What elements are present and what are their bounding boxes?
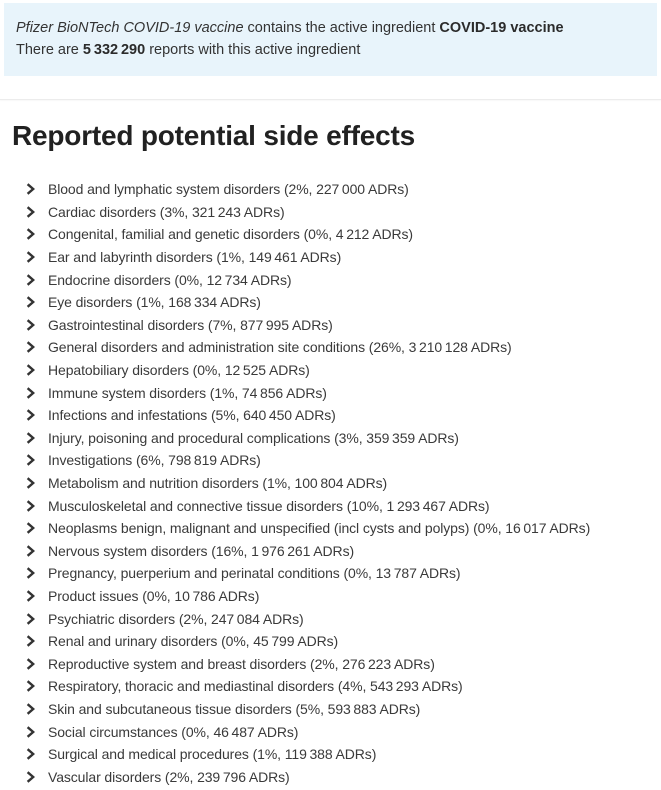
side-effect-label: Injury, poisoning and procedural complications (3%, 359 359 ADRs)	[48, 429, 459, 446]
side-effect-label: Respiratory, thoracic and mediastinal disorders (4%, 543 293 ADRs)	[48, 678, 463, 695]
active-ingredient-banner	[4, 3, 657, 76]
side-effect-item[interactable]	[26, 720, 649, 743]
side-effect-label: Vascular disorders (2%, 239 796 ADRs)	[48, 768, 290, 785]
side-effect-label: Cardiac disorders (3%, 321 243 ADRs)	[48, 203, 285, 220]
side-effect-label: Eye disorders (1%, 168 334 ADRs)	[48, 294, 261, 311]
side-effect-item[interactable]	[26, 291, 649, 314]
side-effect-label: Congenital, familial and genetic disorders (0%, 4 212 ADRs)	[48, 226, 413, 243]
side-effect-label: Investigations (6%, 798 819 ADRs)	[48, 452, 261, 469]
chevron-right-icon	[26, 590, 35, 602]
side-effect-item[interactable]	[26, 223, 649, 246]
side-effects-list	[12, 178, 649, 788]
side-effect-label: Blood and lymphatic system disorders (2%, 227 000 ADRs)	[48, 181, 409, 198]
product-name: Pfizer BioNTech COVID-19 vaccine	[16, 20, 244, 36]
side-effect-item[interactable]	[26, 652, 649, 675]
side-effect-item[interactable]	[26, 472, 649, 495]
chevron-right-icon	[26, 703, 35, 715]
chevron-right-icon	[26, 228, 35, 240]
header-section	[0, 0, 661, 100]
side-effect-item[interactable]	[26, 607, 649, 630]
side-effect-item[interactable]	[26, 540, 649, 563]
side-effect-label: Pregnancy, puerperium and perinatal conditions (0%, 13 787 ADRs)	[48, 565, 461, 582]
side-effect-label: Metabolism and nutrition disorders (1%, 100 804 ADRs)	[48, 475, 388, 492]
chevron-right-icon	[26, 522, 35, 534]
side-effect-item[interactable]	[26, 336, 649, 359]
side-effect-item[interactable]	[26, 427, 649, 450]
side-effect-item[interactable]	[26, 585, 649, 608]
side-effect-label: Immune system disorders (1%, 74 856 ADRs)	[48, 384, 327, 401]
side-effect-item[interactable]	[26, 630, 649, 653]
contains-text: contains the active ingredient	[243, 20, 440, 36]
ingredient-name: COVID-19 vaccine	[439, 20, 564, 36]
side-effect-label: Reproductive system and breast disorders (2%, 276 223 ADRs)	[48, 655, 435, 672]
chevron-right-icon	[26, 545, 35, 557]
side-effect-label: Neoplasms benign, malignant and unspecified (incl cysts and polyps) (0%, 16 017 ADRs)	[48, 520, 591, 537]
reports-count: 5 332 290	[82, 42, 146, 58]
chevron-right-icon	[26, 364, 35, 376]
side-effect-item[interactable]	[26, 449, 649, 472]
page-title: Reported potential side effects	[12, 120, 415, 151]
side-effect-item[interactable]	[26, 494, 649, 517]
reports-line	[16, 39, 645, 61]
side-effect-label: Hepatobiliary disorders (0%, 12 525 ADRs)	[48, 362, 310, 379]
side-effect-item[interactable]	[26, 517, 649, 540]
chevron-right-icon	[26, 454, 35, 466]
side-effect-item[interactable]	[26, 765, 649, 788]
chevron-right-icon	[26, 613, 35, 625]
side-effect-label: Nervous system disorders (16%, 1 976 261 ADRs)	[48, 542, 355, 559]
side-effect-item[interactable]	[26, 359, 649, 382]
chevron-right-icon	[26, 748, 35, 760]
side-effect-item[interactable]	[26, 201, 649, 224]
side-effect-item[interactable]	[26, 381, 649, 404]
side-effect-label: Gastrointestinal disorders (7%, 877 995 ADRs)	[48, 316, 333, 333]
side-effect-label: Psychiatric disorders (2%, 247 084 ADRs)	[48, 610, 304, 627]
reports-suffix: reports with this active ingredient	[145, 42, 361, 58]
ingredient-line	[16, 17, 645, 39]
side-effect-label: Surgical and medical procedures (1%, 119 388 ADRs)	[48, 746, 377, 763]
chevron-right-icon	[26, 183, 35, 195]
chevron-right-icon	[26, 296, 35, 308]
side-effect-label: Social circumstances (0%, 46 487 ADRs)	[48, 723, 299, 740]
side-effect-item[interactable]	[26, 562, 649, 585]
chevron-right-icon	[26, 341, 35, 353]
chevron-right-icon	[26, 658, 35, 670]
side-effect-label: Renal and urinary disorders (0%, 45 799 ADRs)	[48, 633, 339, 650]
side-effect-label: Skin and subcutaneous tissue disorders (5%, 593 883 ADRs)	[48, 700, 421, 717]
side-effect-item[interactable]	[26, 675, 649, 698]
chevron-right-icon	[26, 500, 35, 512]
chevron-right-icon	[26, 477, 35, 489]
chevron-right-icon	[26, 771, 35, 783]
chevron-right-icon	[26, 680, 35, 692]
side-effect-item[interactable]	[26, 698, 649, 721]
chevron-right-icon	[26, 251, 35, 263]
chevron-right-icon	[26, 319, 35, 331]
side-effect-label: Musculoskeletal and connective tissue disorders (10%, 1 293 467 ADRs)	[48, 497, 490, 514]
main-content	[0, 119, 661, 788]
chevron-right-icon	[26, 206, 35, 218]
side-effect-label: General disorders and administration site conditions (26%, 3 210 128 ADRs)	[48, 339, 512, 356]
chevron-right-icon	[26, 432, 35, 444]
side-effect-item[interactable]	[26, 743, 649, 766]
side-effect-label: Endocrine disorders (0%, 12 734 ADRs)	[48, 271, 292, 288]
chevron-right-icon	[26, 635, 35, 647]
chevron-right-icon	[26, 567, 35, 579]
chevron-right-icon	[26, 387, 35, 399]
chevron-right-icon	[26, 726, 35, 738]
reports-prefix: There are	[16, 42, 83, 58]
side-effect-item[interactable]	[26, 404, 649, 427]
side-effect-item[interactable]	[26, 246, 649, 269]
side-effect-item[interactable]	[26, 314, 649, 337]
chevron-right-icon	[26, 274, 35, 286]
side-effect-item[interactable]	[26, 178, 649, 201]
chevron-right-icon	[26, 409, 35, 421]
side-effect-item[interactable]	[26, 268, 649, 291]
side-effect-label: Ear and labyrinth disorders (1%, 149 461 ADRs)	[48, 249, 342, 266]
side-effect-label: Infections and infestations (5%, 640 450 ADRs)	[48, 407, 336, 424]
side-effect-label: Product issues (0%, 10 786 ADRs)	[48, 587, 260, 604]
